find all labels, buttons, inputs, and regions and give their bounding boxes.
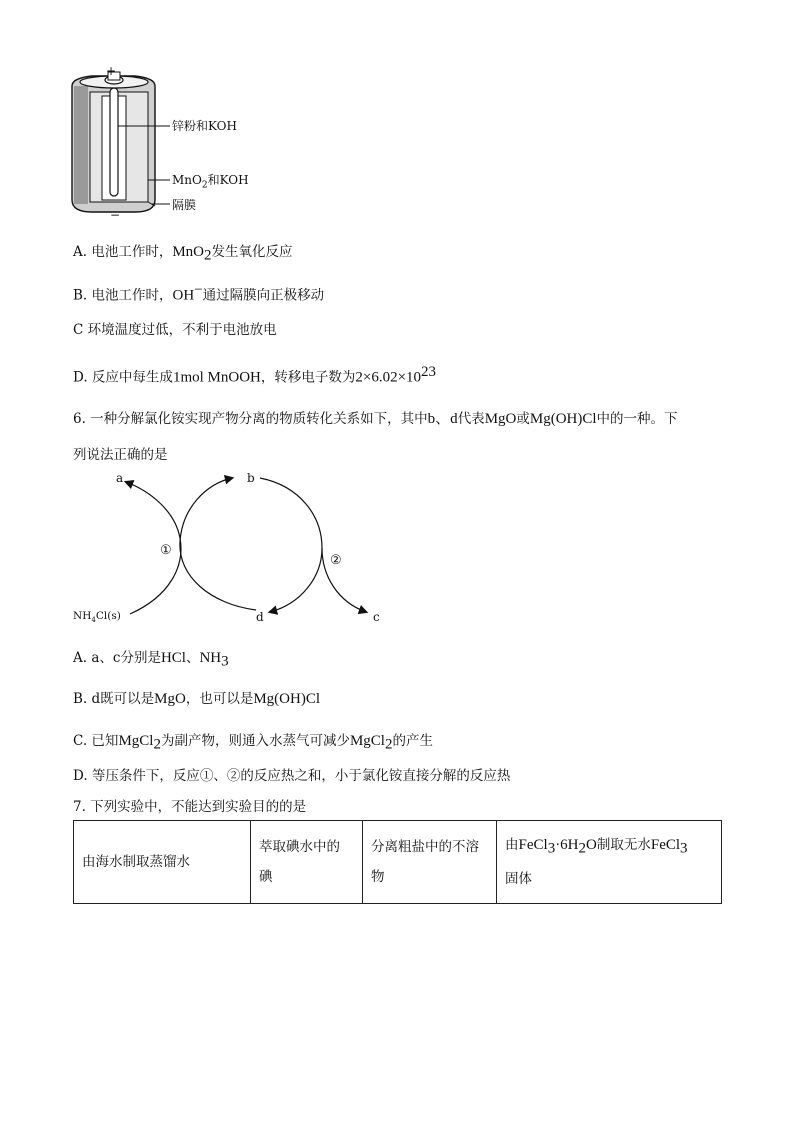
battery-plus-sign: + — [106, 64, 117, 78]
diagram-label-d: d — [256, 610, 264, 624]
label-membrane: 隔膜 — [172, 198, 197, 212]
label-mno2-koh: MnO$_2$和KOH — [172, 173, 249, 191]
q7-experiment-table — [73, 820, 722, 904]
q7-stem: 7. 下列实验中，不能达到实验目的的是 — [73, 799, 307, 815]
q5-option-d: D. 反应中每生成1mol MnOOH，转移电子数为$2\times 6.02\times 10^{23}$ — [73, 364, 437, 386]
q5-option-a: A. 电池工作时，MnO$_2$发生氧化反应 — [73, 244, 293, 264]
q6-stem-line2: 列说法正确的是 — [73, 447, 168, 463]
diagram-start-nh4cl: $NH_4Cl(s)$ — [73, 610, 121, 625]
battery-minus-sign: − — [110, 208, 121, 222]
diagram-step-2: ② — [330, 553, 342, 568]
q6-option-a: A. a、c分别是HCl、$NH_3$ — [73, 650, 229, 670]
cell-iodine: 萃取碘水中的 碘 — [251, 821, 363, 904]
diagram-label-a: a — [116, 471, 124, 485]
table-row — [74, 821, 722, 904]
battery-diagram — [60, 62, 280, 222]
diagram-label-c: c — [373, 610, 380, 624]
q6-stem-line1: 6. 一种分解氯化铵实现产物分离的物质转化关系如下，其中b、d代表MgO或Mg(OH)Cl中的一种。下 — [73, 411, 678, 427]
cell-salt: 分离粗盐中的不溶 物 — [363, 821, 497, 904]
cell-fecl3: 由$FeCl_3\cdot 6H_2O$制取无水FeCl$_3$ 固体 — [497, 821, 722, 904]
q5-option-c: C 环境温度过低，不利于电池放电 — [73, 322, 277, 338]
diagram-label-b: b — [247, 471, 255, 485]
cell-seawater: 由海水制取蒸馏水 — [74, 821, 251, 904]
q6-option-b: B. d既可以是MgO，也可以是Mg(OH)Cl — [73, 691, 320, 707]
q6-option-d: D. 等压条件下，反应①、②的反应热之和，小于氯化铵直接分解的反应热 — [73, 768, 511, 784]
q5-option-b: B. 电池工作时，OH−通过隔膜向正极移动 — [73, 282, 325, 304]
q6-option-c: C. 已知MgCl$_2$为副产物，则通入水蒸气可减少MgCl$_2$的产生 — [73, 733, 433, 753]
label-zinc-koh: 锌粉和KOH — [172, 119, 237, 133]
diagram-step-1: ① — [160, 543, 172, 558]
